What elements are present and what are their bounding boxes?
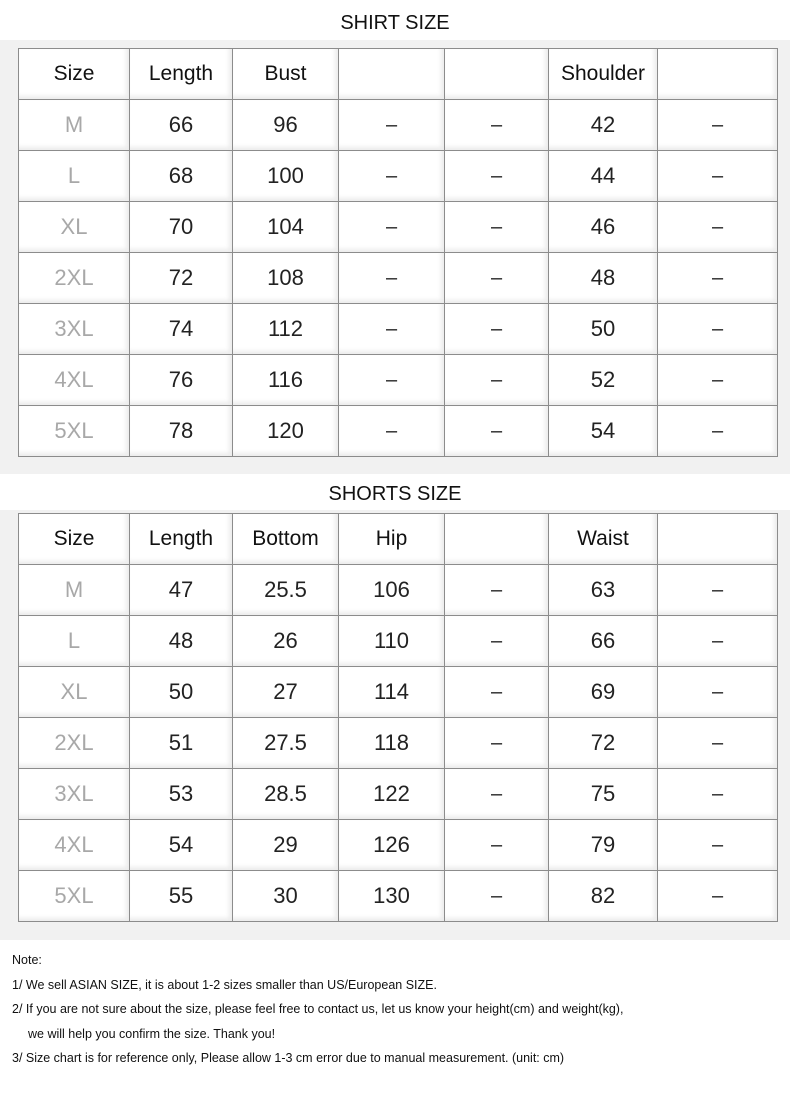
shirt-cell: 42 <box>549 100 658 151</box>
shirt-header-cell <box>339 49 445 100</box>
shirt-cell: – <box>658 406 778 457</box>
shirt-cell: 120 <box>233 406 339 457</box>
shorts-cell: 53 <box>130 769 233 820</box>
shorts-cell: 66 <box>549 616 658 667</box>
shorts-header-row <box>19 514 778 565</box>
shorts-cell: 75 <box>549 769 658 820</box>
shirt-size-label: 2XL <box>19 253 130 304</box>
shorts-size-label: 2XL <box>19 718 130 769</box>
shorts-cell: 27 <box>233 667 339 718</box>
shirt-cell: – <box>339 100 445 151</box>
shirt-cell: – <box>339 202 445 253</box>
shirt-row <box>19 202 778 253</box>
shorts-cell: 122 <box>339 769 445 820</box>
shirt-size-label: 5XL <box>19 406 130 457</box>
shirt-cell: 72 <box>130 253 233 304</box>
note-heading: Note: <box>12 953 42 967</box>
shorts-cell: – <box>445 718 549 769</box>
shorts-size-label: XL <box>19 667 130 718</box>
shorts-row <box>19 616 778 667</box>
shorts-cell: – <box>658 820 778 871</box>
shorts-size-table <box>18 513 778 922</box>
shorts-cell: – <box>658 769 778 820</box>
note-1: 1/ We sell ASIAN SIZE, it is about 1-2 sizes smaller than US/European SIZE. <box>12 977 437 992</box>
shirt-cell: 50 <box>549 304 658 355</box>
shirt-cell: – <box>339 406 445 457</box>
shorts-cell: 79 <box>549 820 658 871</box>
shirt-row <box>19 253 778 304</box>
shirt-cell: – <box>445 304 549 355</box>
shirt-size-table <box>18 48 778 457</box>
shirt-size-title: SHIRT SIZE <box>340 12 450 34</box>
shorts-cell: 27.5 <box>233 718 339 769</box>
shorts-cell: – <box>445 565 549 616</box>
shorts-cell: 69 <box>549 667 658 718</box>
shirt-cell: – <box>445 151 549 202</box>
shirt-cell: – <box>445 406 549 457</box>
shorts-cell: 130 <box>339 871 445 922</box>
shirt-cell: 54 <box>549 406 658 457</box>
shorts-row <box>19 565 778 616</box>
shorts-cell: 47 <box>130 565 233 616</box>
shirt-size-label: XL <box>19 202 130 253</box>
shirt-cell: 66 <box>130 100 233 151</box>
shirt-cell: 70 <box>130 202 233 253</box>
shorts-cell: 114 <box>339 667 445 718</box>
shorts-cell: 51 <box>130 718 233 769</box>
shirt-cell: – <box>445 355 549 406</box>
shirt-cell: 76 <box>130 355 233 406</box>
shirt-cell: – <box>658 304 778 355</box>
shorts-header-cell: Size <box>19 514 130 565</box>
shorts-cell: 55 <box>130 871 233 922</box>
shirt-row <box>19 100 778 151</box>
shirt-cell: 44 <box>549 151 658 202</box>
shorts-cell: 29 <box>233 820 339 871</box>
shirt-cell: – <box>658 202 778 253</box>
shorts-size-label: 3XL <box>19 769 130 820</box>
shirt-row <box>19 406 778 457</box>
shirt-cell: – <box>339 355 445 406</box>
shirt-size-label: M <box>19 100 130 151</box>
shorts-cell: – <box>658 718 778 769</box>
shorts-size-title: SHORTS SIZE <box>328 483 462 505</box>
shirt-row <box>19 355 778 406</box>
shirt-cell: 100 <box>233 151 339 202</box>
shirt-cell: 74 <box>130 304 233 355</box>
shirt-size-label: 3XL <box>19 304 130 355</box>
shorts-row <box>19 667 778 718</box>
shorts-cell: 48 <box>130 616 233 667</box>
shorts-header-cell: Waist <box>549 514 658 565</box>
shorts-cell: 82 <box>549 871 658 922</box>
shorts-cell: 54 <box>130 820 233 871</box>
shirt-header-cell: Shoulder <box>549 49 658 100</box>
shorts-cell: – <box>445 616 549 667</box>
shirt-size-label: L <box>19 151 130 202</box>
shirt-cell: 96 <box>233 100 339 151</box>
shorts-cell: 28.5 <box>233 769 339 820</box>
shorts-cell: 118 <box>339 718 445 769</box>
note-3: 3/ Size chart is for reference only, Please allow 1-3 cm error due to manual measurement. (unit: cm) <box>12 1051 565 1065</box>
shorts-cell: 30 <box>233 871 339 922</box>
shorts-cell: 72 <box>549 718 658 769</box>
shorts-cell: – <box>658 667 778 718</box>
shirt-header-cell: Size <box>19 49 130 100</box>
shorts-cell: – <box>445 769 549 820</box>
shorts-size-label: M <box>19 565 130 616</box>
shorts-row <box>19 718 778 769</box>
shirt-cell: – <box>658 253 778 304</box>
shorts-header-cell <box>445 514 549 565</box>
shorts-cell: – <box>445 667 549 718</box>
shirt-cell: – <box>658 355 778 406</box>
shorts-cell: – <box>445 820 549 871</box>
shorts-row <box>19 871 778 922</box>
shirt-cell: 108 <box>233 253 339 304</box>
shirt-cell: – <box>339 304 445 355</box>
shirt-cell: – <box>339 253 445 304</box>
shirt-cell: 116 <box>233 355 339 406</box>
note-2-continued: we will help you confirm the size. Thank you! <box>28 1026 276 1041</box>
shirt-cell: 52 <box>549 355 658 406</box>
shorts-row <box>19 769 778 820</box>
shorts-header-cell: Length <box>130 514 233 565</box>
shirt-row <box>19 151 778 202</box>
shirt-size-label: 4XL <box>19 355 130 406</box>
shirt-cell: 104 <box>233 202 339 253</box>
shorts-cell: 106 <box>339 565 445 616</box>
shorts-cell: 126 <box>339 820 445 871</box>
shirt-header-cell <box>445 49 549 100</box>
shorts-cell: – <box>658 616 778 667</box>
shirt-cell: 68 <box>130 151 233 202</box>
shorts-cell: – <box>658 871 778 922</box>
shirt-cell: – <box>445 100 549 151</box>
note-2: 2/ If you are not sure about the size, please feel free to contact us, let us know your height(cm) and weight(kg), <box>12 1002 624 1016</box>
shorts-header-cell: Hip <box>339 514 445 565</box>
shorts-cell: – <box>445 871 549 922</box>
shorts-cell: 26 <box>233 616 339 667</box>
shorts-size-label: 5XL <box>19 871 130 922</box>
shirt-row <box>19 304 778 355</box>
shirt-cell: 78 <box>130 406 233 457</box>
shorts-cell: 25.5 <box>233 565 339 616</box>
shorts-size-label: L <box>19 616 130 667</box>
shirt-cell: 112 <box>233 304 339 355</box>
shorts-header-cell <box>658 514 778 565</box>
shorts-header-cell: Bottom <box>233 514 339 565</box>
shirt-cell: – <box>445 202 549 253</box>
shirt-header-cell: Length <box>130 49 233 100</box>
shorts-cell: 110 <box>339 616 445 667</box>
shirt-cell: 46 <box>549 202 658 253</box>
shirt-header-cell <box>658 49 778 100</box>
shirt-cell: – <box>445 253 549 304</box>
shirt-cell: – <box>658 100 778 151</box>
shorts-size-label: 4XL <box>19 820 130 871</box>
shirt-cell: – <box>339 151 445 202</box>
notes <box>12 948 782 1071</box>
shirt-cell: – <box>658 151 778 202</box>
shorts-cell: – <box>658 565 778 616</box>
shirt-header-row <box>19 49 778 100</box>
shorts-cell: 63 <box>549 565 658 616</box>
shorts-row <box>19 820 778 871</box>
shorts-cell: 50 <box>130 667 233 718</box>
shirt-header-cell: Bust <box>233 49 339 100</box>
shirt-cell: 48 <box>549 253 658 304</box>
